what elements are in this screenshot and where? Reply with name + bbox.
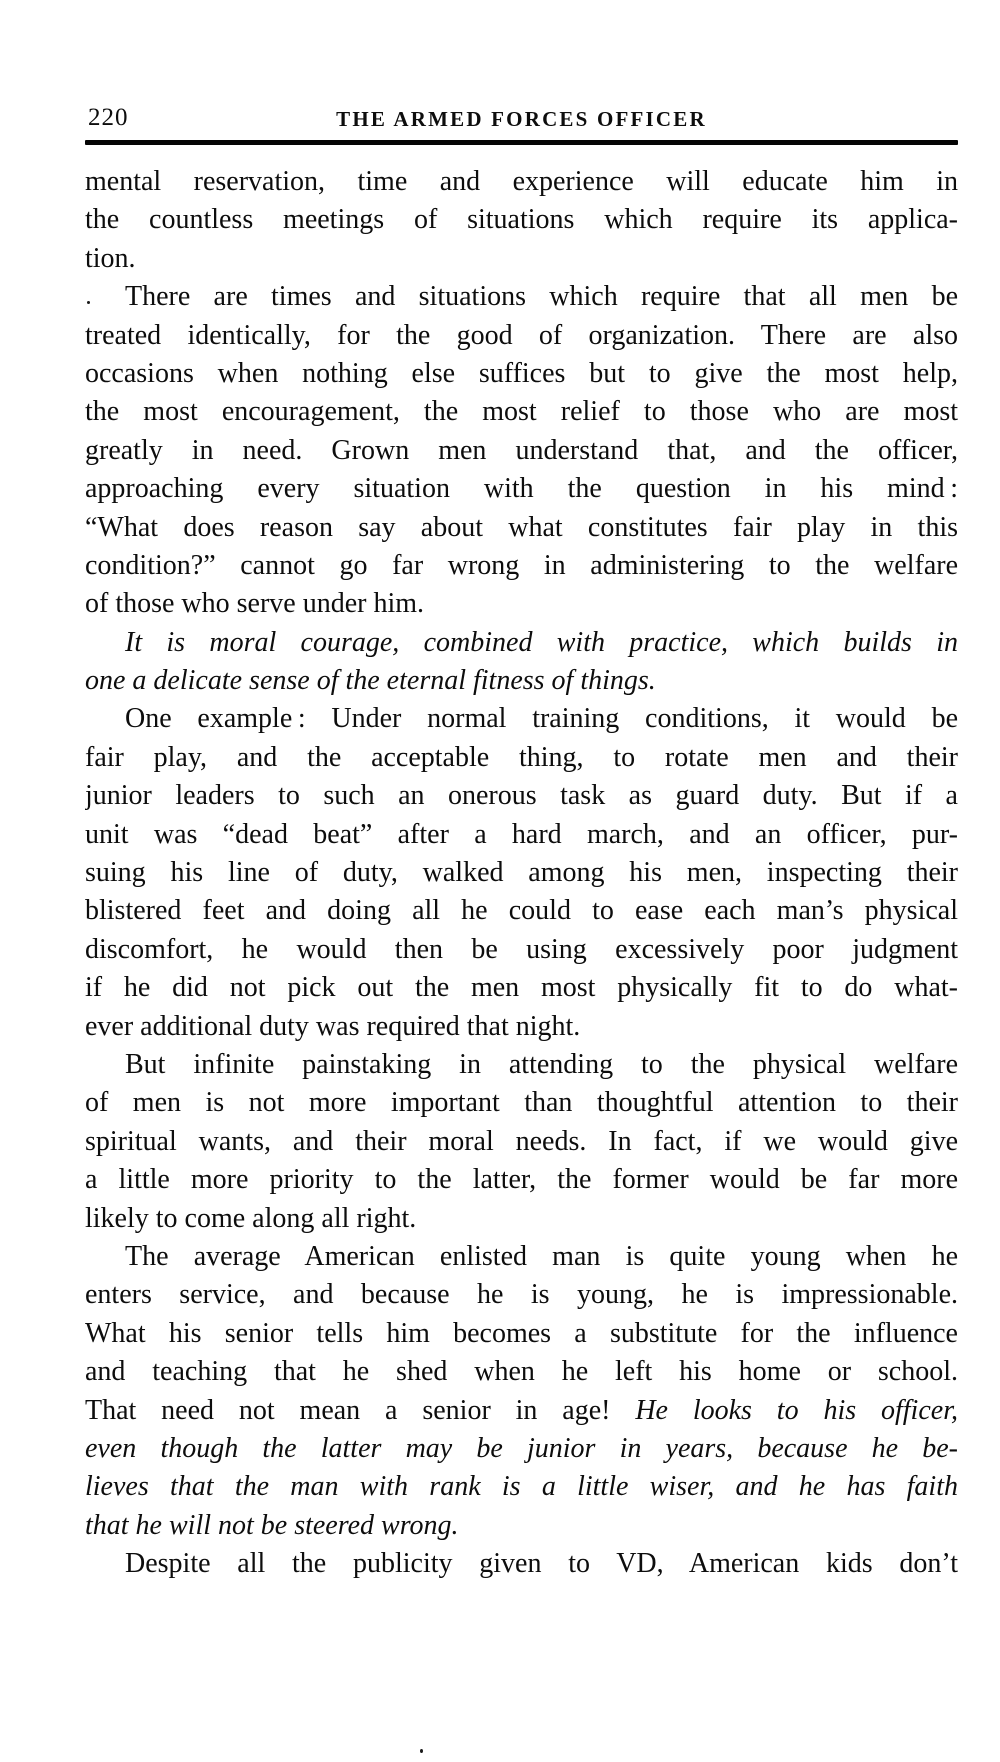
text-segment: That need not mean a senior in age! xyxy=(85,1394,636,1426)
text-line xyxy=(85,1315,958,1353)
text-line xyxy=(85,1008,958,1046)
text-segment: the most encouragement, the most relief to those who are most xyxy=(85,396,958,428)
text-line xyxy=(85,1392,958,1430)
text-line xyxy=(85,1276,958,1314)
text-segment: treated identically, for the good of organization. There are also xyxy=(85,319,958,351)
text-segment-italic: He looks to his officer, xyxy=(635,1394,958,1426)
text-segment: suing his line of duty, walked among his men, inspecting their xyxy=(85,857,958,889)
text-line xyxy=(85,1200,958,1238)
text-segment: fair play, and the acceptable thing, to rotate men and their xyxy=(85,741,958,773)
text-line xyxy=(85,777,958,815)
text-line xyxy=(85,892,958,930)
text-line xyxy=(85,700,958,738)
text-segment-italic: that he will not be steered wrong. xyxy=(85,1509,459,1541)
text-line xyxy=(85,432,958,470)
text-line xyxy=(85,931,958,969)
text-segment: if he did not pick out the men most physically fit to do what- xyxy=(85,972,958,1004)
text-segment-italic: lieves that the man with rank is a little wiser, and he has faith xyxy=(85,1471,958,1503)
text-line xyxy=(85,201,958,239)
text-line xyxy=(85,393,958,431)
text-line xyxy=(85,509,958,547)
page-number: 220 xyxy=(88,104,129,131)
text-line xyxy=(85,662,958,700)
header-rule xyxy=(85,140,958,145)
text-segment: greatly in need. Grown men understand that, and the officer, xyxy=(85,434,958,466)
text-segment: mental reservation, time and experience will educate him in xyxy=(85,166,958,197)
text-segment: One example : Under normal training conditions, it would be xyxy=(125,703,958,735)
text-line xyxy=(85,163,958,201)
text-segment-italic: even though the latter may be junior in years, because he be- xyxy=(85,1432,958,1464)
text-block xyxy=(85,163,958,1583)
running-header-title: THE ARMED FORCES OFFICER xyxy=(336,107,707,131)
text-segment: unit was “dead beat” after a hard march, and an officer, pur- xyxy=(85,818,958,850)
text-segment: enters service, and because he is young, he is impressionable. xyxy=(85,1279,958,1311)
text-segment: occasions when nothing else suffices but to give the most help, xyxy=(85,357,958,389)
text-line xyxy=(85,355,958,393)
text-segment: a little more priority to the latter, the former would be far more xyxy=(85,1164,958,1196)
text-segment: ever additional duty was required that night. xyxy=(85,1010,581,1042)
text-line xyxy=(85,624,958,662)
text-line xyxy=(85,1545,958,1583)
text-segment: There are times and situations which require that all men be xyxy=(125,281,958,313)
text-segment: spiritual wants, and their moral needs. In fact, if we would give xyxy=(85,1125,958,1157)
text-line xyxy=(85,739,958,777)
text-segment: and teaching that he shed when he left his home or school. xyxy=(85,1356,958,1388)
text-segment: The average American enlisted man is quite young when he xyxy=(125,1240,958,1272)
text-line xyxy=(85,585,958,623)
text-segment: But infinite painstaking in attending to the physical welfare xyxy=(125,1048,958,1080)
text-segment: discomfort, he would then be using excessively poor judgment xyxy=(85,933,958,965)
text-segment: blistered feet and doing all he could to ease each man’s physical xyxy=(85,895,958,927)
text-segment: “What does reason say about what constitutes fair play in this xyxy=(85,511,958,543)
text-segment: tion. xyxy=(85,242,136,274)
text-line xyxy=(85,317,958,355)
text-line xyxy=(85,1084,958,1122)
text-segment: of those who serve under him. xyxy=(85,588,425,620)
text-line xyxy=(85,854,958,892)
text-line xyxy=(85,1238,958,1276)
text-segment: Despite all the publicity given to VD, American kids don’t xyxy=(125,1548,958,1580)
text-segment: of men is not more important than thoughtful attention to their xyxy=(85,1087,958,1119)
text-line xyxy=(85,969,958,1007)
text-line xyxy=(85,278,958,316)
text-segment: condition?” cannot go far wrong in administering to the welfare xyxy=(85,549,958,581)
text-line xyxy=(85,1507,958,1545)
scan-speck xyxy=(87,301,90,304)
text-segment: approaching every situation with the question in his mind : xyxy=(85,473,958,505)
text-segment-italic: It is moral courage, combined with practice, which builds in xyxy=(125,626,958,658)
text-line xyxy=(85,547,958,585)
text-segment-italic: one a delicate sense of the eternal fitness of things. xyxy=(85,665,656,697)
text-line xyxy=(85,1046,958,1084)
text-line xyxy=(85,470,958,508)
scan-speck xyxy=(420,1749,423,1753)
text-segment: likely to come along all right. xyxy=(85,1202,417,1234)
text-line xyxy=(85,1161,958,1199)
text-segment: junior leaders to such an onerous task as guard duty. But if a xyxy=(85,780,958,812)
text-line xyxy=(85,816,958,854)
text-line xyxy=(85,1468,958,1506)
text-line xyxy=(85,1123,958,1161)
text-segment: the countless meetings of situations which require its applica- xyxy=(85,204,958,236)
text-line xyxy=(85,1430,958,1468)
text-line xyxy=(85,1353,958,1391)
text-line xyxy=(85,240,958,278)
text-segment: What his senior tells him becomes a substitute for the influence xyxy=(85,1317,958,1349)
